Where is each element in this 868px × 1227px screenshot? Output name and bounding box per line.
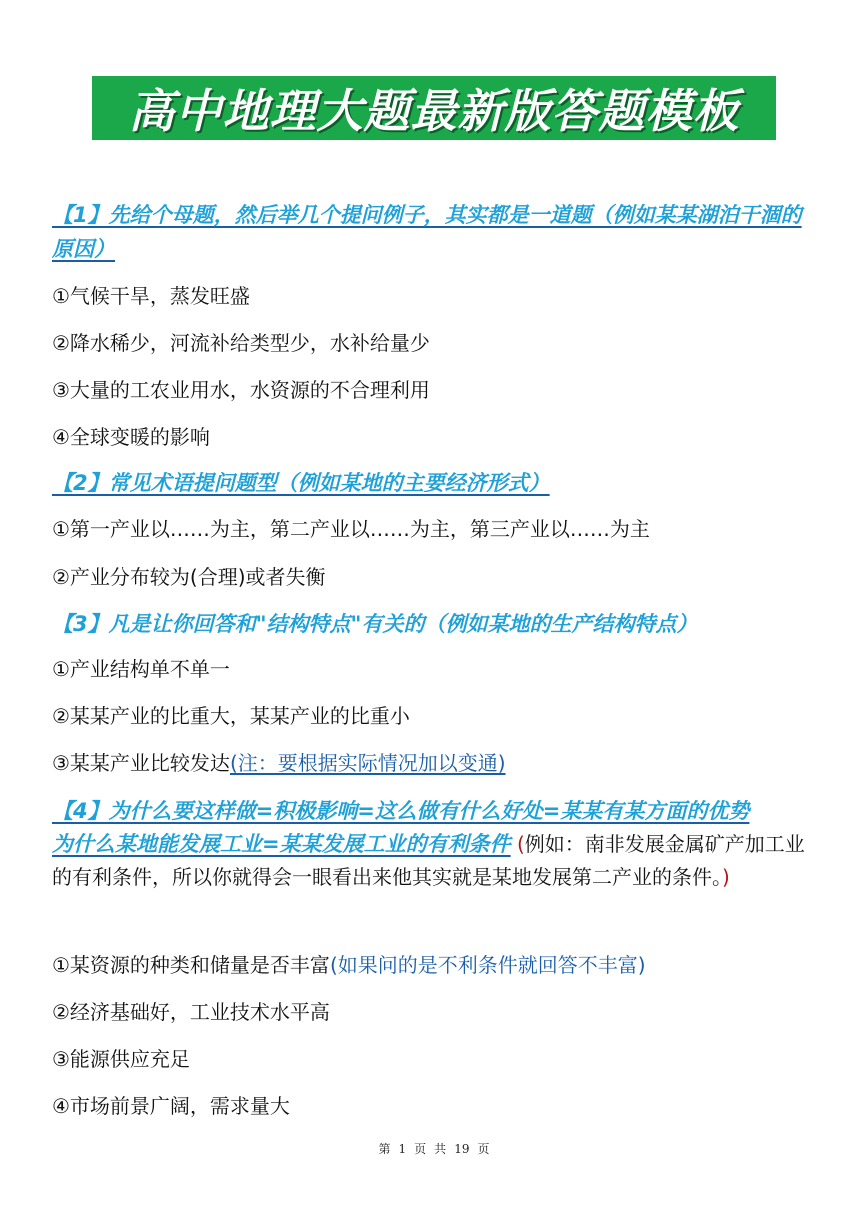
- title-banner: [92, 76, 776, 140]
- footer-label-gong: 共: [434, 1142, 447, 1156]
- section-3-item-1: ①产业结构单不单一: [52, 657, 230, 681]
- section-4-item-3: ③能源供应充足: [52, 1047, 190, 1071]
- section-4-item-1-note: (如果问的是不利条件就回答不丰富): [329, 953, 646, 977]
- example-text: 例如：南非发展金属矿产加工业的有利条件，所以你就得会一眼看出来他其实就是某地发展第二产业的条件。: [52, 832, 805, 889]
- section-3-item-3: [52, 748, 506, 778]
- section-1-item-2: ②降水稀少，河流补给类型少，水补给量少: [52, 331, 430, 355]
- page-title: 高中地理大题最新版答题模板: [128, 84, 740, 138]
- footer-label-ye-2: 页: [477, 1142, 490, 1156]
- section-4-heading-line-1: 【4】为什么要这样做=积极影响=这么做有什么好处=某某有某方面的优势: [52, 799, 750, 823]
- section-1-heading: 【1】先给个母题，然后举几个提问例子，其实都是一道题（例如某某湖泊干涸的原因）: [52, 203, 802, 261]
- section-4-item-1: [52, 950, 646, 980]
- section-1-item-3: ③大量的工农业用水，水资源的不合理利用: [52, 378, 430, 402]
- section-4-heading-line-2: 为什么某地能发展工业=某某发展工业的有利条件: [52, 832, 511, 856]
- section-4-item-2: ②经济基础好，工业技术水平高: [52, 1000, 330, 1024]
- section-3-item-2: ②某某产业的比重大，某某产业的比重小: [52, 704, 410, 728]
- section-1: [52, 198, 818, 266]
- example-close-paren: ): [722, 865, 730, 889]
- section-2-item-2: ②产业分布较为(合理)或者失衡: [52, 565, 326, 589]
- section-2-item-1: ①第一产业以……为主，第二产业以……为主，第三产业以……为主: [52, 517, 650, 541]
- section-4-intro: [52, 827, 818, 894]
- section-3-item-3-text: ③某某产业比较发达: [52, 751, 230, 775]
- section-4-item-4: ④市场前景广阔，需求量大: [52, 1094, 290, 1118]
- section-1-item-4: ④全球变暖的影响: [52, 425, 210, 449]
- footer-label-ye: 页: [414, 1142, 427, 1156]
- footer-label-di: 第: [378, 1142, 391, 1156]
- section-3-item-3-note: (注：要根据实际情况加以变通): [229, 751, 506, 775]
- section-3-heading: 【3】凡是让你回答和"结构特点"有关的（例如某地的生产结构特点）: [52, 612, 698, 636]
- page-footer: [0, 1140, 868, 1157]
- section-1-item-1: ①气候干旱，蒸发旺盛: [52, 284, 250, 308]
- footer-total-pages: 19: [454, 1142, 470, 1156]
- footer-page-number: 1: [398, 1142, 407, 1156]
- example-open-paren: (: [516, 832, 525, 856]
- section-4-item-1-text: ①某资源的种类和储量是否丰富: [52, 953, 330, 977]
- section-2-heading: 【2】常见术语提问题型（例如某地的主要经济形式）: [52, 471, 550, 495]
